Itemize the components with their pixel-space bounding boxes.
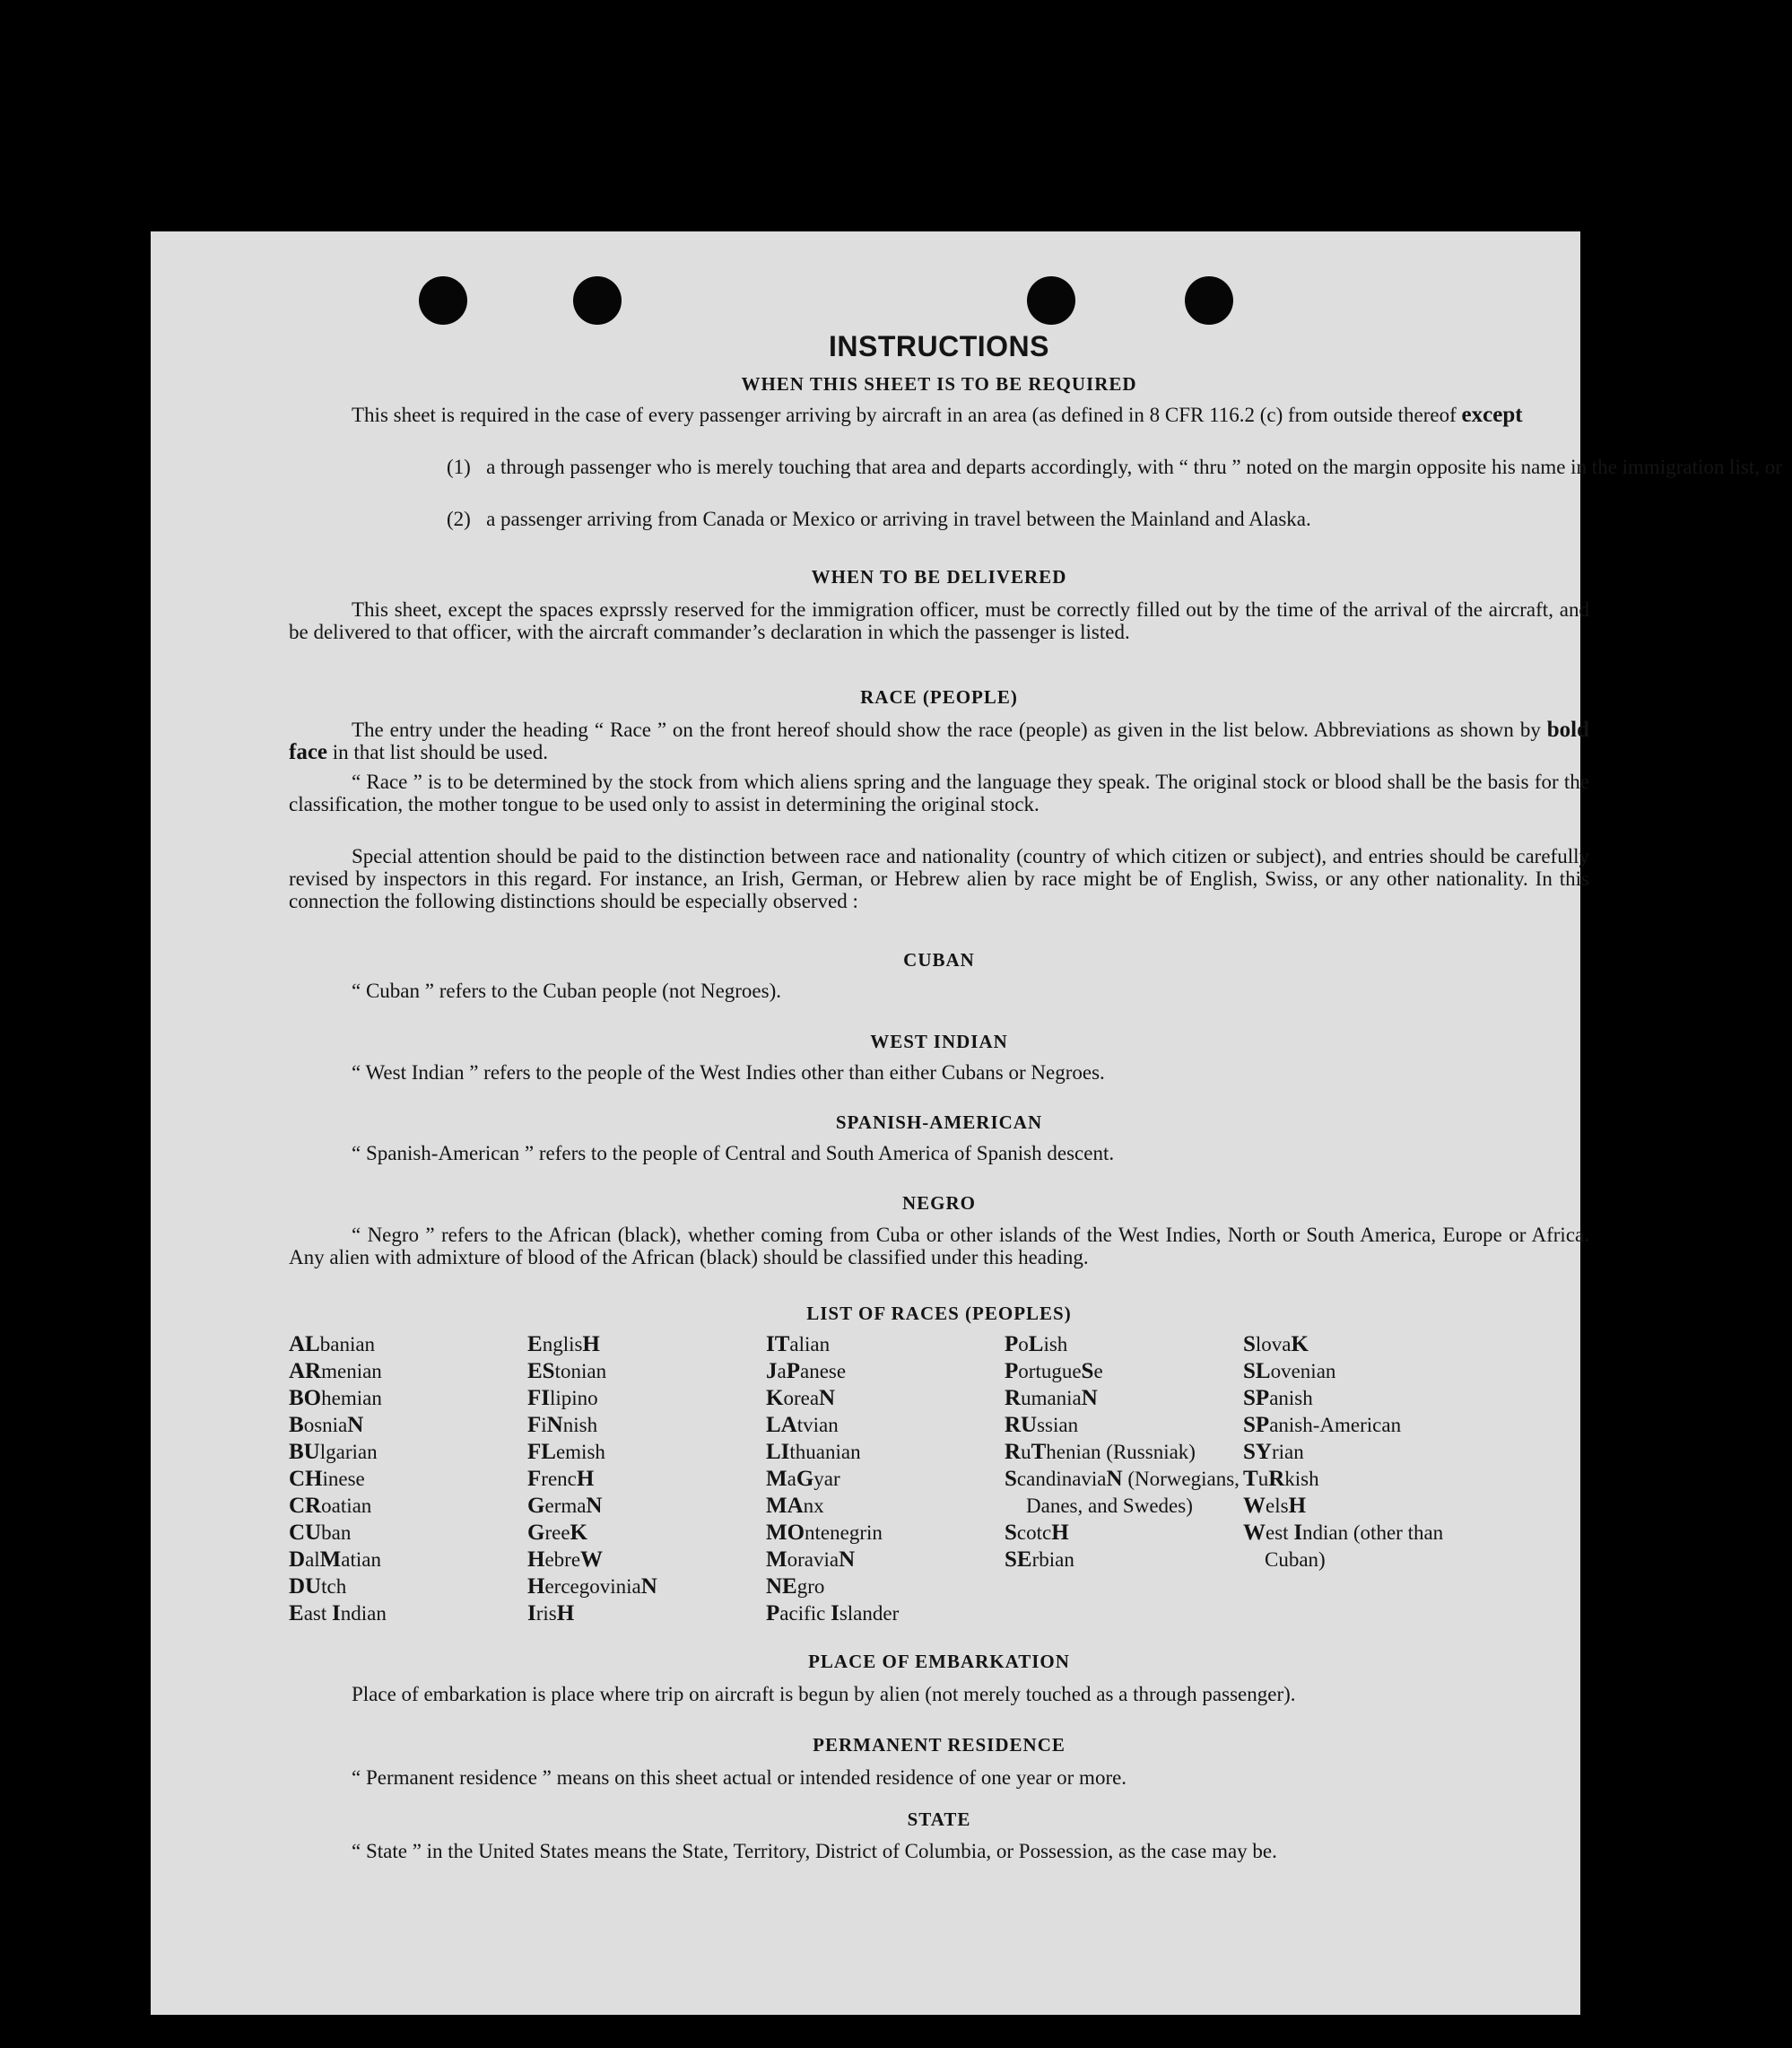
race-list: [289, 1331, 1607, 1627]
race-entry: RUssian: [1005, 1413, 1079, 1437]
race-entry: SYrian: [1243, 1440, 1304, 1464]
punch-hole: [419, 276, 467, 325]
race-entry: BOhemian: [289, 1386, 382, 1410]
heading-negro: NEGRO: [901, 1192, 976, 1214]
race-column: [289, 1331, 527, 1627]
race-entry: EStonian: [527, 1359, 607, 1383]
race-entry: FLemish: [527, 1440, 605, 1464]
race-entry: East Indian: [289, 1601, 387, 1625]
race-entry: EnglisH: [527, 1332, 600, 1356]
list-item-2: (2) a passenger arriving from Canada or Mexico or arriving in travel between the Mainland and Alaska.: [447, 508, 1311, 530]
heading-cuban: CUBAN: [903, 949, 975, 971]
document-sheet: [151, 231, 1782, 2015]
race-entry: DUtch: [289, 1574, 347, 1599]
race-entry: CRoatian: [289, 1494, 372, 1518]
page-title: INSTRUCTIONS: [829, 330, 1049, 362]
heading-state: STATE: [907, 1808, 971, 1830]
heading-embarkation: PLACE OF EMBARKATION: [808, 1651, 1070, 1672]
race-column: [1005, 1331, 1243, 1627]
race-column: [527, 1331, 766, 1627]
race-entry: SPanish-American: [1243, 1413, 1402, 1437]
paragraph-when-delivered: This sheet, except the spaces exprssly reserved for the immigration officer, must be correctly filled out by the time of the arrival of the aircraft, and be delivered to that officer, with the aircraft commander’s declaration in which the passenger is listed.: [289, 598, 1589, 643]
race-entry: BosniaN: [289, 1413, 364, 1437]
paragraph-when-required: This sheet is required in the case of every passenger arriving by aircraft in an area (as defined in 8 CFR 116.2 (c) from outside thereof except: [352, 403, 1523, 427]
race-entry: FIlipino: [527, 1386, 598, 1410]
race-entry: ARmenian: [289, 1359, 382, 1383]
race-entry: ScotcH: [1005, 1521, 1069, 1545]
race-entry: TuRkish: [1243, 1467, 1319, 1491]
paragraph-embarkation: Place of embarkation is place where trip on aircraft is begun by alien (not merely touched as a through passenger).: [352, 1683, 1296, 1705]
paragraph-negro: “ Negro ” refers to the African (black), whether coming from Cuba or other islands of the West Indies, North or South America, Europe or Africa. Any alien with admixture of blood of the African (black) should be classified under this heading.: [289, 1224, 1589, 1268]
race-entry: PortugueSe: [1005, 1359, 1103, 1383]
race-entry: RuThenian (Russniak): [1005, 1440, 1196, 1464]
race-entry: LAtvian: [766, 1413, 839, 1437]
race-entry: JaPanese: [766, 1359, 847, 1383]
race-entry: LIthuanian: [766, 1440, 861, 1464]
race-entry: NEgro: [766, 1574, 825, 1599]
race-entry: CUban: [289, 1521, 352, 1545]
race-entry: MaGyar: [766, 1467, 840, 1491]
race-entry: DalMatian: [289, 1547, 381, 1572]
race-column: [1243, 1331, 1482, 1627]
race-entry: GermaN: [527, 1494, 603, 1518]
race-entry: RumaniaN: [1005, 1386, 1098, 1410]
race-entry: MOntenegrin: [766, 1521, 883, 1545]
race-entry: KoreaN: [766, 1386, 836, 1410]
punch-hole: [1185, 276, 1233, 325]
heading-residence: PERMANENT RESIDENCE: [813, 1734, 1066, 1756]
heading-spanish-american: SPANISH-AMERICAN: [835, 1111, 1043, 1133]
race-entry: Pacific Islander: [766, 1601, 900, 1625]
race-entry: MAnx: [766, 1494, 824, 1518]
paragraph-west-indian: “ West Indian ” refers to the people of the West Indies other than either Cubans or Negroes.: [352, 1061, 1105, 1084]
paragraph-race-1: The entry under the heading “ Race ” on the front hereof should show the race (people) as given in the list below. Abbreviations as shown by bold face in that list should be used.: [289, 718, 1590, 764]
race-entry: CHinese: [289, 1467, 365, 1491]
race-entry: MoraviaN: [766, 1547, 856, 1572]
punch-hole: [1027, 276, 1075, 325]
race-entry: PoLish: [1005, 1332, 1068, 1356]
race-entry: SPanish: [1243, 1386, 1313, 1410]
race-entry: SErbian: [1005, 1547, 1074, 1572]
paragraph-race-2: “ Race ” is to be determined by the stock from which aliens spring and the language they speak. The original stock or blood shall be the basis for the classification, the mother tongue to be used only to assist in determining the original stock.: [289, 771, 1589, 815]
heading-when-delivered: WHEN TO BE DELIVERED: [811, 566, 1067, 588]
race-entry: SlovaK: [1243, 1332, 1309, 1356]
race-entry: WelsH: [1243, 1494, 1307, 1518]
race-column: [766, 1331, 1005, 1627]
heading-list-of-races: LIST OF RACES (PEOPLES): [806, 1303, 1072, 1324]
race-entry: West Indian (other than Cuban): [1243, 1521, 1444, 1571]
race-entry: SLovenian: [1243, 1359, 1336, 1383]
race-entry: FiNnish: [527, 1413, 598, 1437]
paragraph-race-3: Special attention should be paid to the distinction between race and nationality (country of which citizen or subject), and entries should be carefully revised by inspectors in this regard. For instance, an Irish, German, or Hebrew alien by race might be of English, Swiss, or any other nationality. In this connection the following distinctions should be especially observed :: [289, 845, 1589, 912]
paragraph-cuban: “ Cuban ” refers to the Cuban people (not Negroes).: [352, 980, 782, 1002]
heading-race: RACE (PEOPLE): [860, 686, 1018, 708]
paragraph-spanish-american: “ Spanish-American ” refers to the people of Central and South America of Spanish descent.: [352, 1142, 1115, 1164]
paragraph-state: “ State ” in the United States means the State, Territory, District of Columbia, or Possession, as the case may be.: [352, 1840, 1277, 1862]
race-entry: IrisH: [527, 1601, 575, 1625]
race-entry: GreeK: [527, 1521, 587, 1545]
race-entry: ALbanian: [289, 1332, 376, 1356]
race-entry: ScandinaviaN (Norwegians, Danes, and Swedes): [1005, 1467, 1240, 1517]
paragraph-residence: “ Permanent residence ” means on this sheet actual or intended residence of one year or more.: [352, 1766, 1127, 1789]
race-entry: BUlgarian: [289, 1440, 378, 1464]
list-item-1: (1) a through passenger who is merely touching that area and departs accordingly, with “ thru ” noted on the margin opposite his name in the immigration list, or: [447, 456, 1782, 478]
race-entry: ITalian: [766, 1332, 831, 1356]
race-entry: FrencH: [527, 1467, 595, 1491]
heading-when-required: WHEN THIS SHEET IS TO BE REQUIRED: [741, 373, 1137, 395]
bold-face-term: bold face: [289, 718, 1590, 764]
heading-west-indian: WEST INDIAN: [870, 1031, 1008, 1052]
punch-hole: [573, 276, 622, 325]
race-entry: HebreW: [527, 1547, 604, 1572]
bold-except: except: [1461, 403, 1523, 427]
race-entry: HercegoviniaN: [527, 1574, 657, 1599]
